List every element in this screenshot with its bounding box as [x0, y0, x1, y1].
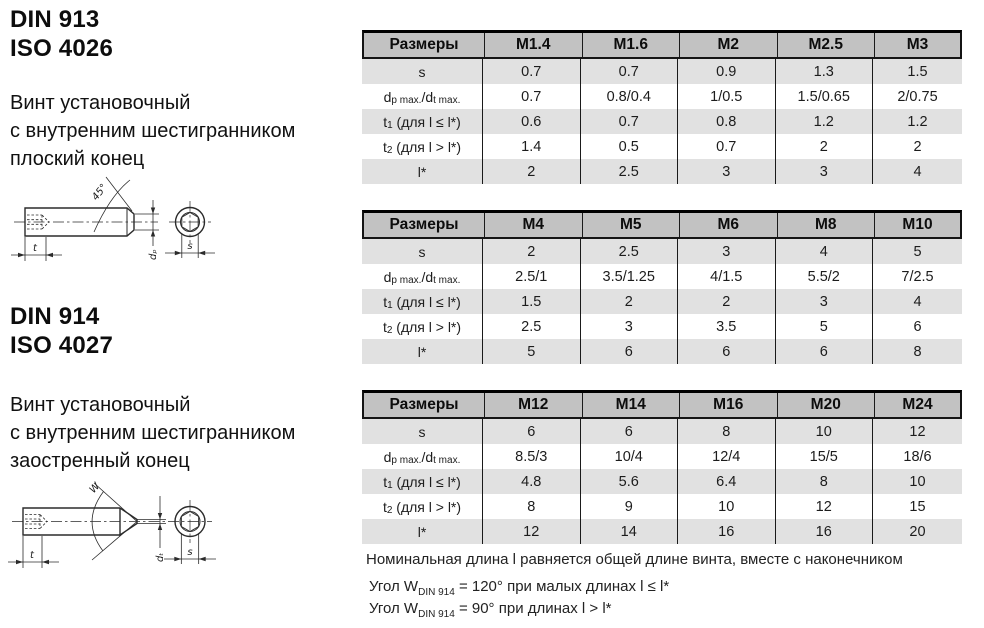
row-label — [362, 134, 482, 159]
header-size-cell: M16 — [679, 393, 777, 417]
header-size-cell: M3 — [874, 33, 960, 57]
header-size-cell: M1.6 — [582, 33, 680, 57]
text-segment: /d — [421, 268, 434, 285]
t-dimension-label: t — [33, 243, 37, 254]
row-label — [362, 469, 482, 494]
value-cell: 5.5/2 — [775, 264, 873, 289]
text-segment: t — [383, 293, 388, 310]
value-cell: 8 — [677, 419, 775, 444]
description-line: Винт установочный — [10, 394, 191, 416]
row-label — [362, 289, 482, 314]
value-cell: 0.7 — [580, 109, 678, 134]
value-cell: 3 — [775, 289, 873, 314]
text-segment: s — [418, 243, 426, 260]
value-cell: 10/4 — [580, 444, 678, 469]
table-row — [362, 239, 962, 264]
value-cell: 8 — [872, 339, 962, 364]
row-label — [362, 339, 482, 364]
value-cell: 2.5 — [580, 239, 678, 264]
dimensions-table-m12-m24 — [362, 390, 962, 544]
value-cell: 10 — [677, 494, 775, 519]
table-row — [362, 494, 962, 519]
value-cell: 2 — [580, 289, 678, 314]
value-cell: 6 — [775, 339, 873, 364]
row-label — [362, 59, 482, 84]
value-cell: 2/0.75 — [872, 84, 962, 109]
table-row — [362, 59, 962, 84]
value-cell: 0.6 — [482, 109, 580, 134]
dt-dimension-label: dₜ — [155, 552, 166, 562]
value-cell: 6 — [677, 339, 775, 364]
text-segment: d — [383, 268, 392, 285]
value-cell: 3 — [580, 314, 678, 339]
value-cell: 5 — [775, 314, 873, 339]
value-cell: 4/1.5 — [677, 264, 775, 289]
header-label-cell: Размеры — [389, 36, 459, 53]
description-line: с внутренним шестигранником — [10, 120, 296, 142]
value-cell: 3.5 — [677, 314, 775, 339]
value-cell: 15 — [872, 494, 962, 519]
header-label-cell: Размеры — [389, 216, 459, 233]
value-cell: 10 — [775, 419, 873, 444]
dp-dimension-label: dₚ — [148, 249, 159, 260]
value-cell: 6 — [580, 339, 678, 364]
value-cell: 2.5/1 — [482, 264, 580, 289]
row-label — [362, 159, 482, 184]
value-cell: 3 — [677, 159, 775, 184]
value-cell: 2 — [872, 134, 962, 159]
description-line: заостренный конец — [10, 450, 190, 472]
value-cell: 0.9 — [677, 59, 775, 84]
subscript: t max. — [433, 94, 461, 106]
value-cell: 0.7 — [580, 59, 678, 84]
row-label — [362, 84, 482, 109]
value-cell: 18/6 — [872, 444, 962, 469]
text-segment: l* — [417, 343, 427, 360]
header-size-cell: M8 — [777, 213, 875, 237]
din-number: DIN 913 — [10, 6, 100, 33]
value-cell: 2.5 — [482, 314, 580, 339]
description-din914 — [10, 391, 295, 475]
value-cell: 2 — [677, 289, 775, 314]
value-cell: 6 — [872, 314, 962, 339]
value-cell: 0.5 — [580, 134, 678, 159]
value-cell: 4.8 — [482, 469, 580, 494]
header-size-cell: M1.4 — [484, 33, 582, 57]
value-cell: 6.4 — [677, 469, 775, 494]
value-cell: 1.3 — [775, 59, 873, 84]
value-cell: 3 — [775, 159, 873, 184]
angle-note-90 — [369, 600, 612, 620]
value-cell: 2 — [775, 134, 873, 159]
text-segment: (для l > l*) — [392, 498, 462, 515]
value-cell: 3 — [677, 239, 775, 264]
text-segment: (для l > l*) — [392, 138, 462, 155]
value-cell: 2.5 — [580, 159, 678, 184]
value-cell: 1.5/0.65 — [775, 84, 873, 109]
cone-angle-label: W — [87, 480, 103, 496]
length-note: Номинальная длина l равняется общей длине винта, вместе с наконечником — [366, 551, 903, 568]
table-header-row — [362, 30, 962, 59]
subscript: 1 — [387, 299, 393, 311]
subscript: p max. — [391, 274, 422, 286]
subscript: 2 — [386, 144, 393, 156]
header-size-cell: M6 — [679, 213, 777, 237]
value-cell: 5.6 — [580, 469, 678, 494]
row-label — [362, 239, 482, 264]
header-size-cell: M4 — [484, 213, 582, 237]
subscript: DIN 914 — [418, 586, 455, 598]
din913-drawing — [6, 170, 226, 276]
value-cell: 5 — [872, 239, 962, 264]
subscript: 2 — [386, 504, 393, 516]
value-cell: 1.5 — [872, 59, 962, 84]
table-header-row — [362, 210, 962, 239]
standard-heading-din913 — [10, 5, 113, 63]
text-segment: (для l ≤ l*) — [392, 293, 461, 310]
value-cell: 12 — [482, 519, 580, 544]
value-cell: 6 — [580, 419, 678, 444]
value-cell: 0.8/0.4 — [580, 84, 678, 109]
table-header-row — [362, 390, 962, 419]
text-segment: = 120° при малых длинах l ≤ l* — [454, 578, 670, 595]
text-segment: Угол W — [369, 600, 419, 617]
row-label — [362, 519, 482, 544]
header-size-cell: M24 — [874, 393, 960, 417]
dimensions-table-m4-m10 — [362, 210, 962, 364]
value-cell: 5 — [482, 339, 580, 364]
iso-number: ISO 4026 — [10, 35, 114, 62]
table-row — [362, 519, 962, 544]
table-row — [362, 469, 962, 494]
value-cell: 1/0.5 — [677, 84, 775, 109]
chamfer-angle-label: 45° — [90, 182, 110, 203]
header-size-cell: M14 — [582, 393, 680, 417]
table-row — [362, 419, 962, 444]
value-cell: 15/5 — [775, 444, 873, 469]
value-cell: 6 — [482, 419, 580, 444]
subscript: 2 — [386, 324, 393, 336]
text-segment: t — [382, 318, 387, 335]
text-segment: /d — [421, 88, 434, 105]
value-cell: 12/4 — [677, 444, 775, 469]
header-size-cell: M20 — [777, 393, 875, 417]
din914-drawing — [2, 478, 232, 594]
value-cell: 2 — [482, 239, 580, 264]
text-segment: t — [382, 138, 387, 155]
text-segment: t — [383, 473, 388, 490]
text-segment: t — [382, 498, 387, 515]
text-segment: d — [383, 88, 392, 105]
description-line: плоский конец — [10, 148, 145, 170]
text-segment: (для l ≤ l*) — [392, 113, 461, 130]
row-label — [362, 444, 482, 469]
subscript: t max. — [433, 274, 461, 286]
value-cell: 8.5/3 — [482, 444, 580, 469]
subscript: DIN 914 — [418, 608, 455, 620]
value-cell: 9 — [580, 494, 678, 519]
table-row — [362, 264, 962, 289]
value-cell: 0.8 — [677, 109, 775, 134]
value-cell: 8 — [482, 494, 580, 519]
text-segment: Угол W — [369, 578, 419, 595]
row-label — [362, 419, 482, 444]
subscript: p max. — [391, 94, 422, 106]
row-label — [362, 494, 482, 519]
text-segment: (для l > l*) — [392, 318, 462, 335]
t-dimension-label: t — [30, 550, 34, 561]
text-segment: t — [383, 113, 388, 130]
value-cell: 16 — [775, 519, 873, 544]
value-cell: 7/2.5 — [872, 264, 962, 289]
value-cell: 0.7 — [482, 59, 580, 84]
value-cell: 1.2 — [872, 109, 962, 134]
table-row — [362, 159, 962, 184]
standard-heading-din914 — [10, 302, 113, 360]
description-line: с внутренним шестигранником — [10, 422, 296, 444]
s-dimension-label: s — [187, 547, 193, 558]
subscript: t max. — [433, 454, 461, 466]
table-row — [362, 84, 962, 109]
value-cell: 12 — [775, 494, 873, 519]
value-cell: 8 — [775, 469, 873, 494]
value-cell: 2 — [482, 159, 580, 184]
header-size-cell: M10 — [874, 213, 960, 237]
text-segment: l* — [417, 163, 427, 180]
subscript: 1 — [387, 479, 393, 491]
description-din913 — [10, 89, 295, 173]
header-size-cell: M2 — [679, 33, 777, 57]
table-row — [362, 339, 962, 364]
value-cell: 4 — [872, 289, 962, 314]
value-cell: 3.5/1.25 — [580, 264, 678, 289]
header-size-cell: M2.5 — [777, 33, 875, 57]
text-segment: /d — [421, 448, 434, 465]
text-segment: = 90° при длинах l > l* — [454, 600, 612, 617]
description-line: Винт установочный — [10, 92, 191, 114]
row-label — [362, 264, 482, 289]
subscript: p max. — [391, 454, 422, 466]
value-cell: 0.7 — [482, 84, 580, 109]
table-row — [362, 314, 962, 339]
header-size-cell: M12 — [484, 393, 582, 417]
text-segment: (для l ≤ l*) — [392, 473, 461, 490]
header-label-cell: Размеры — [389, 396, 459, 413]
value-cell: 16 — [677, 519, 775, 544]
value-cell: 0.7 — [677, 134, 775, 159]
header-size-cell: M5 — [582, 213, 680, 237]
value-cell: 1.2 — [775, 109, 873, 134]
value-cell: 10 — [872, 469, 962, 494]
row-label — [362, 314, 482, 339]
value-cell: 14 — [580, 519, 678, 544]
dimensions-table-m1.4-m3 — [362, 30, 962, 184]
text-segment: s — [418, 63, 426, 80]
din-number: DIN 914 — [10, 303, 100, 330]
value-cell: 20 — [872, 519, 962, 544]
s-dimension-label: s — [187, 241, 193, 252]
value-cell: 12 — [872, 419, 962, 444]
table-row — [362, 134, 962, 159]
subscript: 1 — [387, 119, 393, 131]
value-cell: 1.4 — [482, 134, 580, 159]
row-label — [362, 109, 482, 134]
text-segment: l* — [417, 523, 427, 540]
iso-number: ISO 4027 — [10, 332, 114, 359]
value-cell: 4 — [775, 239, 873, 264]
text-segment: d — [383, 448, 392, 465]
table-row — [362, 109, 962, 134]
angle-note-120 — [369, 578, 670, 598]
value-cell: 1.5 — [482, 289, 580, 314]
table-row — [362, 289, 962, 314]
value-cell: 4 — [872, 159, 962, 184]
table-row — [362, 444, 962, 469]
text-segment: s — [418, 423, 426, 440]
